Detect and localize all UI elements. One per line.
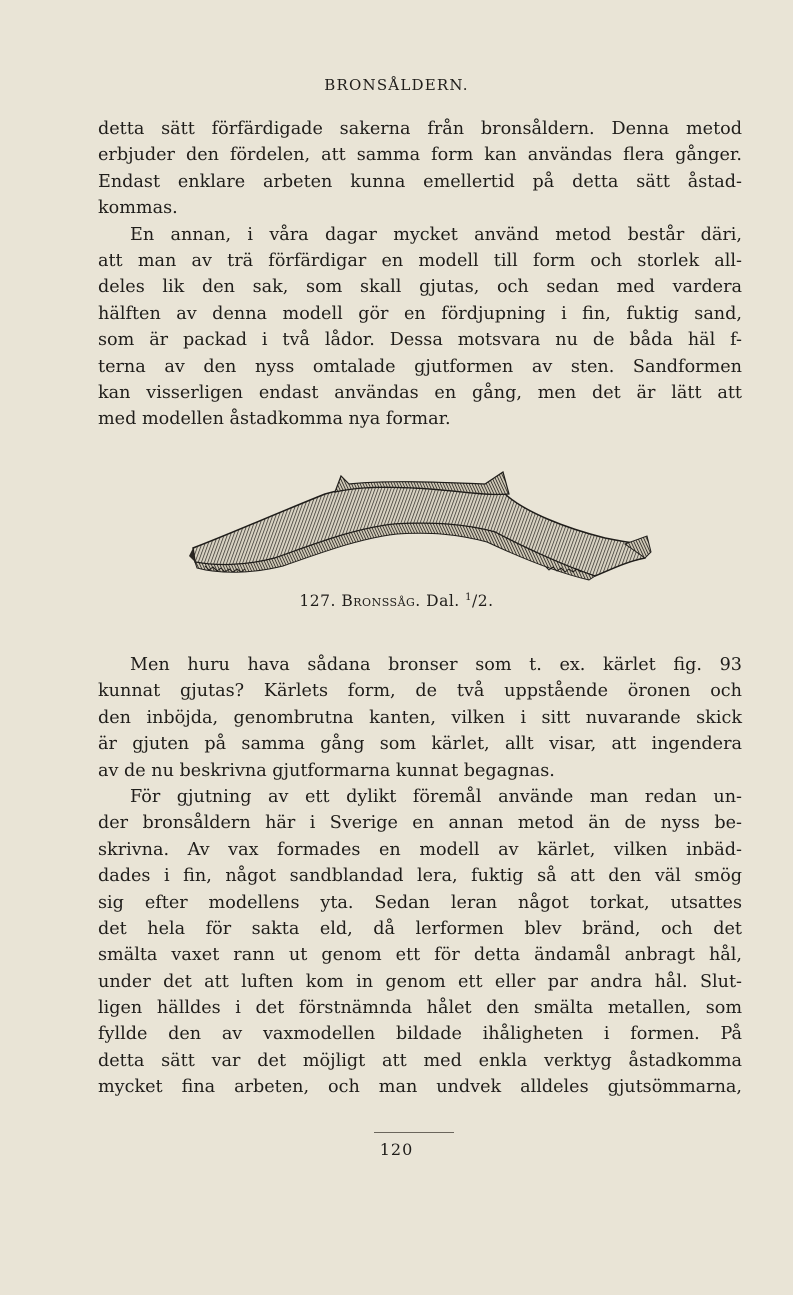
figure-number: 127. [299,592,336,611]
text-line: kunnat gjutas? Kärlets form, de två uppstående öronen och [98,681,742,702]
text-line: ligen hälldes i det förstnämnda hålet den smälta metallen, som [98,998,742,1019]
text-line: smälta vaxet rann ut genom ett för detta ändamål anbragt hål, [98,945,742,966]
text-line: der bronsåldern här i Sverige en annan metod än de nyss be- [98,813,742,834]
figure-scale-denominator: /2. [472,592,494,611]
paragraph-block-1 [98,116,742,433]
running-head: BRONSÅLDERN. [324,76,469,94]
text-line: En annan, i våra dagar mycket använd metod består däri, [130,224,742,245]
text-line: kan visserligen endast användas en gång, men det är lätt att [98,382,742,403]
figure-title: Bronssåg. [341,592,421,611]
paragraph-block-2 [98,652,742,1101]
text-line: detta sätt var det möjligt att med enkla verktyg åstadkomma [98,1050,742,1071]
bronze-saw-illustration [185,466,655,586]
text-line: deles lik den sak, som skall gjutas, och sedan med vardera [98,277,742,298]
text-line: terna av den nyss omtalade gjutformen av sten. Sandformen [98,356,742,377]
text-line: detta sätt förfärdigade sakerna från bronsåldern. Denna metod [98,119,742,139]
text-line: Men huru hava sådana bronser som t. ex. kärlet fig. 93 [130,655,742,675]
figure-scale-numerator: 1 [465,592,473,603]
page-number-rule [374,1132,454,1133]
text-line: att man av trä förfärdigar en modell till form och storlek all- [98,250,742,271]
text-line: hälften av denna modell gör en fördjupning i fin, fuktig sand, [98,303,742,324]
text-line: av de nu beskrivna gjutformarna kunnat begagnas. [98,760,555,781]
text-line: det hela för sakta eld, då lerformen blev bränd, och det [98,918,742,939]
text-line: Endast enklare arbeten kunna emellertid på detta sätt åstad- [98,171,742,192]
text-line: fyllde den av vaxmodellen bildade ihåligheten i formen. På [98,1024,742,1045]
text-line: skrivna. Av vax formades en modell av kärlet, vilken inbäd- [98,839,742,860]
figure-place: Dal. [426,592,460,611]
text-line: kommas. [98,198,178,219]
figure-caption [0,592,793,610]
text-line: under det att luften kom in genom ett eller par andra hål. Slut- [98,971,742,992]
text-line: dades i fin, något sandblandad lera, fuktig så att den väl smög [98,866,742,887]
text-line: som är packad i två lådor. Dessa motsvara nu de båda häl f- [98,330,742,351]
text-line: med modellen åstadkomma nya formar. [98,409,451,430]
text-line: mycket fina arbeten, och man undvek alldeles gjutsömmarna, [98,1077,742,1098]
text-line: sig efter modellens yta. Sedan leran något torkat, utsattes [98,892,742,913]
text-line: den inböjda, genombrutna kanten, vilken i sitt nuvarande skick [98,707,742,728]
page-number: 120 [379,1140,414,1159]
text-line: erbjuder den fördelen, att samma form kan användas flera gånger. [98,145,742,166]
text-line: För gjutning av ett dylikt föremål använde man redan un- [130,786,742,807]
text-line: är gjuten på samma gång som kärlet, allt visar, att ingendera [98,734,742,755]
